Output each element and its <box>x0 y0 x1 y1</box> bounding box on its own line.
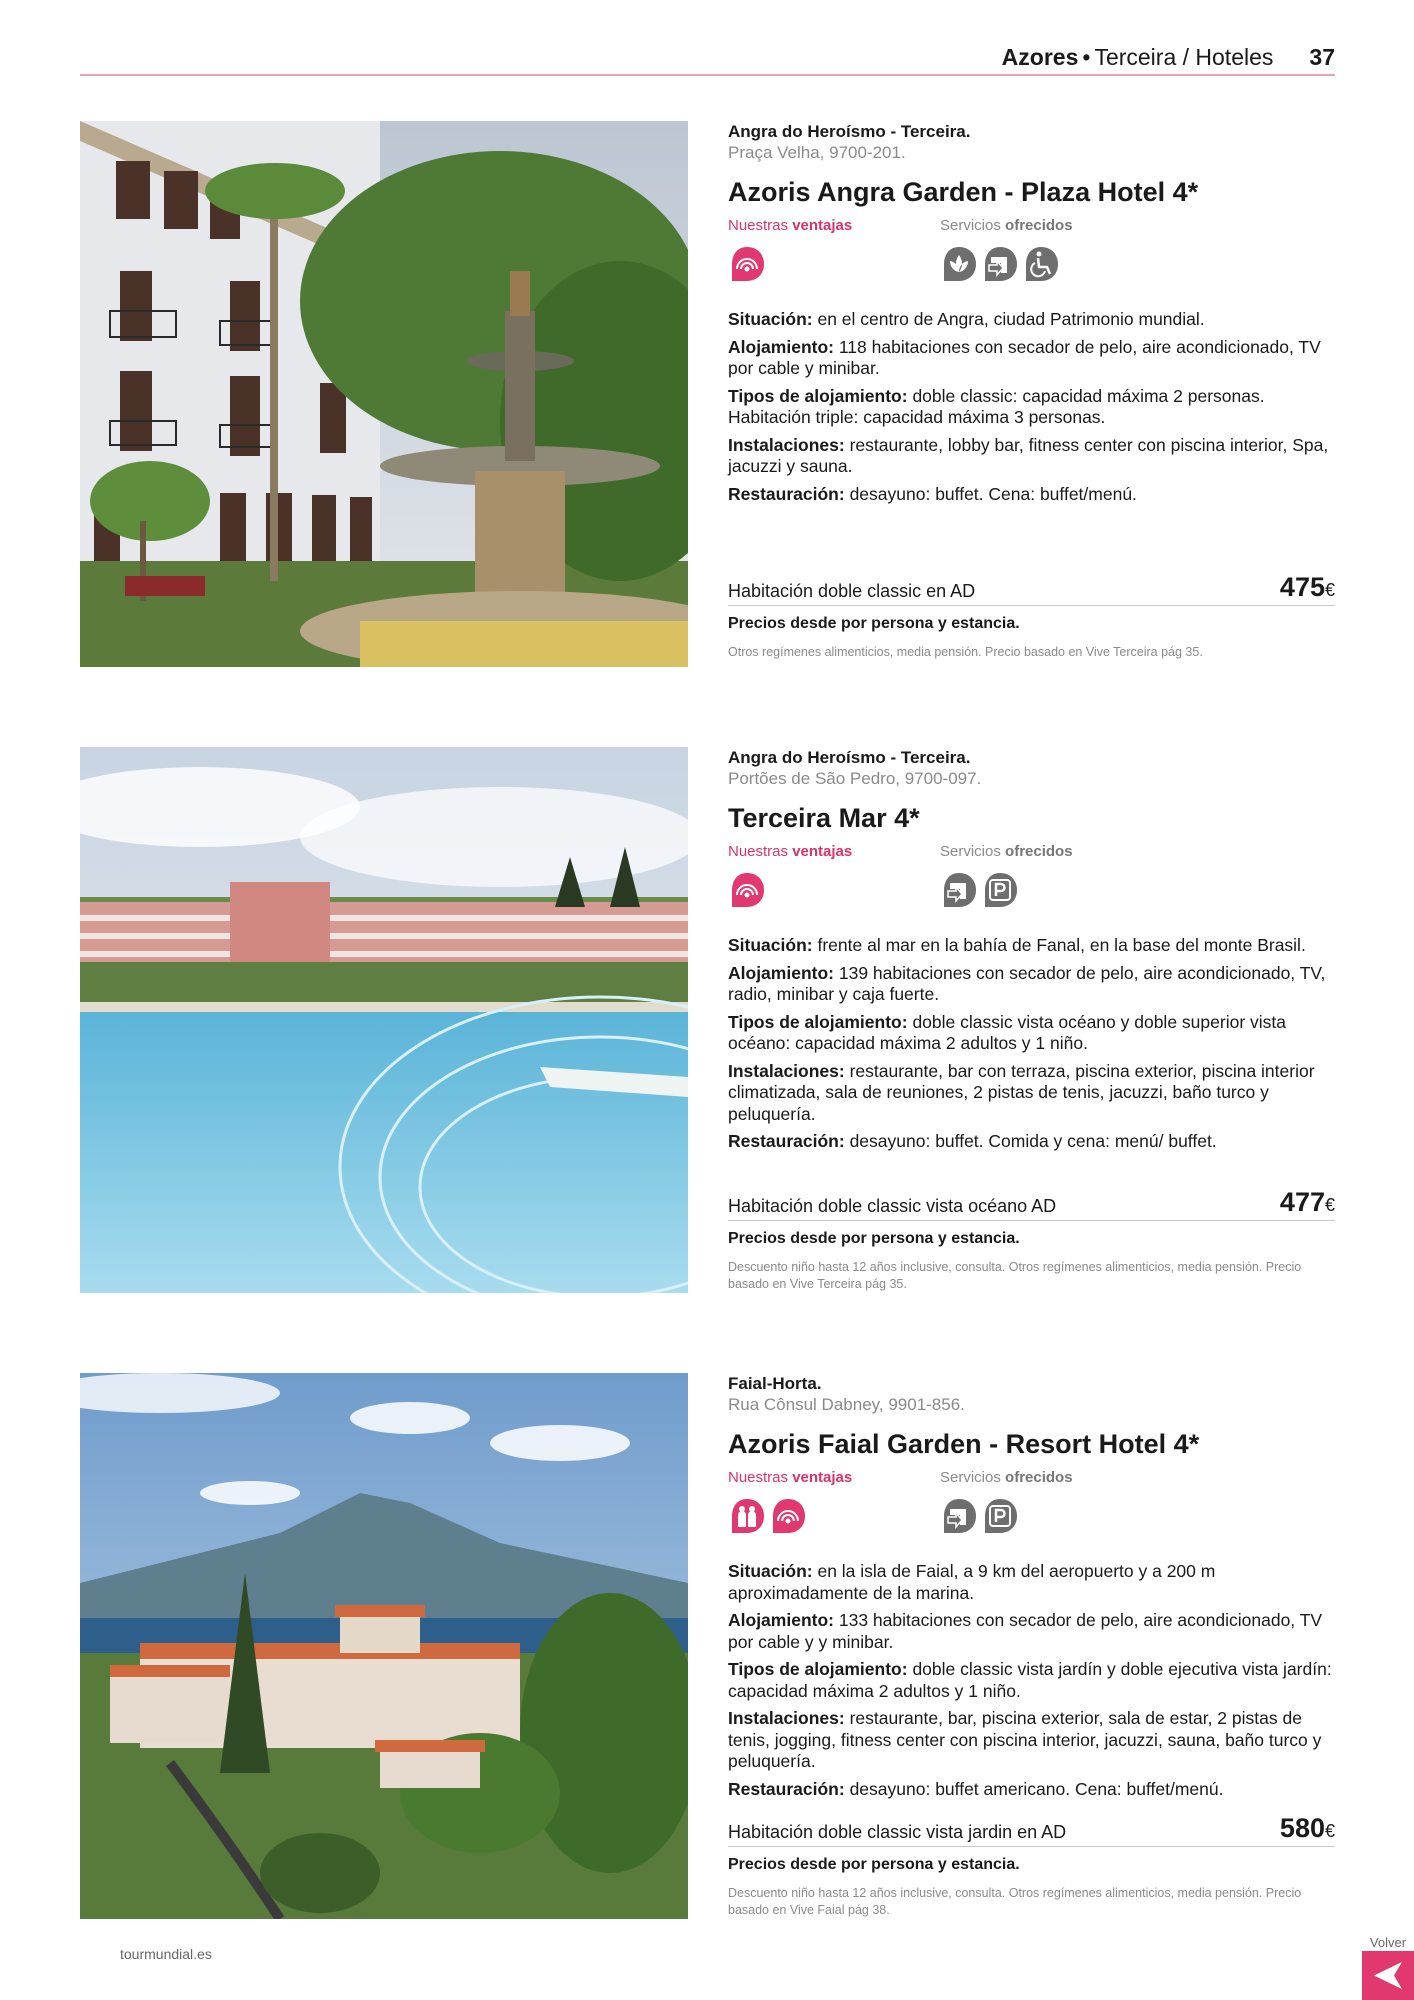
hotel-photo-terceira-mar <box>80 747 688 1293</box>
header-separator: • <box>1082 44 1091 70</box>
advantages <box>728 1469 852 1535</box>
desc-restauracion: Restauración: desayuno: buffet. Comida y cena: menú/ buffet. <box>728 1131 1217 1151</box>
price-note: Precios desde por persona y estancia. <box>728 615 1020 632</box>
hotel-info <box>728 1373 1335 1919</box>
price: 477€ <box>1279 1187 1335 1217</box>
price-note: Precios desde por persona y estancia. <box>728 1230 1020 1247</box>
services <box>940 217 1073 283</box>
fine-print: Descuento niño hasta 12 años inclusive, consulta. Otros regímenes alimenticios, media pensión. Precio basado en Vive Terceira pág 35. <box>728 1260 1302 1291</box>
arrival-transfer-icon <box>940 1497 978 1535</box>
parking-icon <box>981 1497 1019 1535</box>
spa-lotus-icon <box>940 245 978 283</box>
fine-print: Otros regímenes alimenticios, media pensión. Precio basado en Vive Terceira pág 35. <box>728 645 1203 659</box>
hotel-name: Terceira Mar 4* <box>728 803 920 833</box>
wheelchair-icon <box>1022 245 1060 283</box>
desc-situacion: Situación: en la isla de Faial, a 9 km del aeropuerto y a 200 m aproximadamente de la marina. <box>728 1561 1216 1603</box>
price-block <box>728 572 1335 667</box>
advantages-title: Nuestras ventajas <box>728 217 853 234</box>
arrival-transfer-icon <box>940 871 978 909</box>
hotel-address: Portões de São Pedro, 9700-097. <box>728 769 982 788</box>
badges <box>728 843 1335 921</box>
price-block <box>728 1187 1335 1293</box>
hotel-card <box>80 121 1335 667</box>
hotel-name: Azoris Faial Garden - Resort Hotel 4* <box>728 1429 1200 1459</box>
fine-print: Descuento niño hasta 12 años inclusive, consulta. Otros regímenes alimenticios, media pensión. Precio basado en Vive Faial pág 38. <box>728 1886 1302 1917</box>
room-type: Habitación doble classic vista océano AD <box>728 1196 1057 1216</box>
hotel-description <box>728 935 1335 1153</box>
desc-tipos: Tipos de alojamiento: doble classic vista jardín y doble ejecutiva vista jardín: capacidad máxima 2 adultos y 1 niño. <box>728 1659 1332 1701</box>
room-type: Habitación doble classic en AD <box>728 581 976 601</box>
badges <box>728 1469 1335 1547</box>
parking-icon <box>981 871 1019 909</box>
hotel-city: Angra do Heroísmo - Terceira. <box>728 748 971 767</box>
page-number: 37 <box>1309 44 1335 70</box>
header-breadcrumb <box>1002 44 1335 71</box>
wifi-gratis-icon <box>728 245 766 283</box>
hotel-description <box>728 309 1335 505</box>
desc-situacion: Situación: frente al mar en la bahía de Fanal, en la base del monte Brasil. <box>728 935 1306 955</box>
desc-instalaciones: Instalaciones: restaurante, bar con terraza, piscina exterior, piscina interior climatizada, sala de reuniones, 2 pistas de tenis, jacuzzi, baño turco y peluquería. <box>728 1060 1315 1124</box>
services-title: Servicios ofrecidos <box>940 1469 1073 1486</box>
desc-tipos: Tipos de alojamiento: doble classic: capacidad máxima 2 personas. Habitación triple: capacidad máxima 3 personas. <box>728 385 1265 427</box>
hotel-address: Praça Velha, 9700-201. <box>728 143 906 162</box>
desc-alojamiento: Alojamiento: 133 habitaciones con secador de pelo, aire acondicionado, TV por cable y y minibar. <box>728 1610 1323 1652</box>
hotel-city: Faial-Horta. <box>728 1374 822 1393</box>
hotel-address: Rua Cônsul Dabney, 9901-856. <box>728 1395 965 1414</box>
footer-site: tourmundial.es <box>120 1946 212 1962</box>
room-type: Habitación doble classic vista jardin en AD <box>728 1822 1067 1842</box>
price: 475€ <box>1279 572 1335 602</box>
child-discount-icon <box>728 1497 766 1535</box>
header-region: Azores <box>1001 44 1079 70</box>
hotel-card <box>80 1373 1335 1919</box>
desc-alojamiento: Alojamiento: 139 habitaciones con secador de pelo, aire acondicionado, TV, radio, minibar y caja fuerte. <box>728 962 1326 1004</box>
wifi-gratis-icon <box>769 1497 807 1535</box>
advantages <box>728 843 852 909</box>
wifi-gratis-icon <box>728 871 766 909</box>
desc-situacion: Situación: en el centro de Angra, ciudad Patrimonio mundial. <box>728 309 1205 329</box>
advantages-title: Nuestras ventajas <box>728 843 853 860</box>
price: 580€ <box>1279 1813 1335 1843</box>
desc-alojamiento: Alojamiento: 118 habitaciones con secador de pelo, aire acondicionado, TV por cable y minibar. <box>728 336 1321 378</box>
hotel-description <box>728 1561 1335 1800</box>
desc-restauracion: Restauración: desayuno: buffet americano. Cena: buffet/menú. <box>728 1778 1224 1799</box>
hotel-photo-angra-garden <box>80 121 688 667</box>
desc-tipos: Tipos de alojamiento: doble classic vista océano y doble superior vista océano: capacidad máxima 2 adultos y 1 niño. <box>728 1011 1286 1053</box>
advantages <box>728 217 852 283</box>
back-arrow-icon <box>1374 1962 1402 1989</box>
back-label: Volver <box>1369 1935 1407 1950</box>
advantages-title: Nuestras ventajas <box>728 1469 853 1486</box>
desc-restauracion: Restauración: desayuno: buffet. Cena: buffet/menú. <box>728 483 1137 504</box>
header-section: Terceira / Hoteles <box>1094 44 1274 70</box>
services <box>940 843 1073 909</box>
hotel-info <box>728 747 1335 1293</box>
badges <box>728 217 1335 295</box>
hotel-photo-faial-garden <box>80 1373 688 1919</box>
desc-instalaciones: Instalaciones: restaurante, lobby bar, fitness center con piscina interior, Spa, jacuzzi y sauna. <box>728 434 1329 476</box>
arrival-transfer-icon <box>981 245 1019 283</box>
hotel-card <box>80 747 1335 1293</box>
services-title: Servicios ofrecidos <box>940 217 1073 234</box>
back-arrow-button[interactable] <box>1362 1951 1414 2000</box>
price-note: Precios desde por persona y estancia. <box>728 1856 1020 1873</box>
hotel-name: Azoris Angra Garden - Plaza Hotel 4* <box>728 177 1199 207</box>
services <box>940 1469 1073 1535</box>
hotel-city: Angra do Heroísmo - Terceira. <box>728 122 971 141</box>
back-button[interactable] <box>1362 1935 1414 2000</box>
page-header <box>80 44 1335 76</box>
services-title: Servicios ofrecidos <box>940 843 1073 860</box>
desc-instalaciones: Instalaciones: restaurante, bar, piscina exterior, sala de estar, 2 pistas de tenis, jogging, fitness center con piscina interior, jacuzzi, sauna, baño turco y peluquería. <box>728 1708 1322 1771</box>
price-block <box>728 1813 1335 1919</box>
hotel-info <box>728 121 1335 667</box>
